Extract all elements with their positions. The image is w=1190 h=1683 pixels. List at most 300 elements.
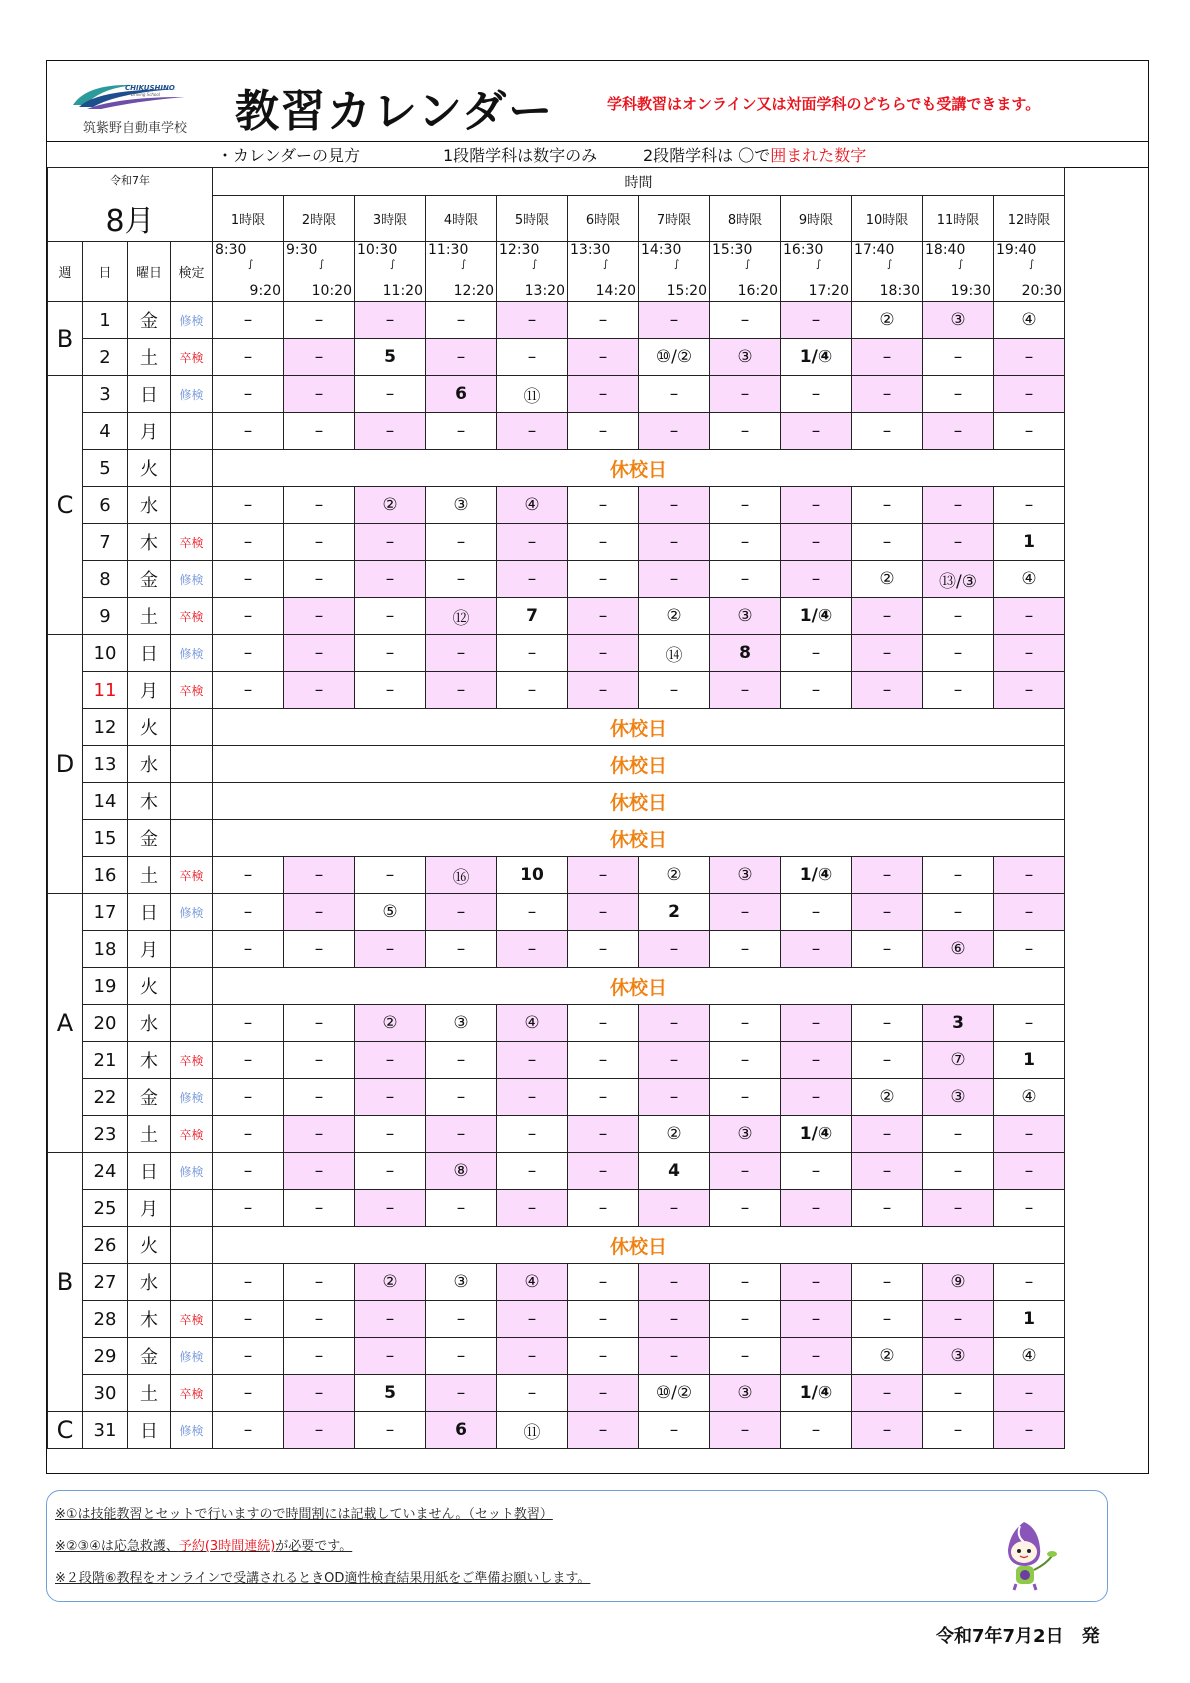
lesson-cell: – xyxy=(426,524,497,561)
lesson-cell: – xyxy=(923,413,994,450)
lesson-cell: – xyxy=(710,376,781,413)
day-row xyxy=(48,561,1065,598)
lesson-cell: ③ xyxy=(426,1005,497,1042)
legend-stage1: 1段階学科は数字のみ xyxy=(443,146,598,165)
note-first-aid xyxy=(55,1535,352,1554)
lesson-cell: – xyxy=(497,931,568,968)
lesson-cell: ⑪ xyxy=(497,376,568,413)
day-row xyxy=(48,1079,1065,1116)
exam-type: 修検 xyxy=(171,1338,213,1375)
day-row xyxy=(48,450,1065,487)
lesson-cell: – xyxy=(710,1412,781,1449)
logo-text: CHIKUSHINO xyxy=(125,84,175,92)
lesson-cell: – xyxy=(497,1153,568,1190)
day-of-week: 金 xyxy=(128,302,171,339)
day-row xyxy=(48,413,1065,450)
lesson-cell: – xyxy=(781,1005,852,1042)
exam-type: 修検 xyxy=(171,376,213,413)
lesson-cell: – xyxy=(213,376,284,413)
lesson-cell: – xyxy=(568,857,639,894)
lesson-cell: – xyxy=(639,1079,710,1116)
lesson-cell: – xyxy=(639,302,710,339)
lesson-cell: – xyxy=(568,931,639,968)
time-end: 9:20 xyxy=(249,283,281,299)
lesson-cell: – xyxy=(568,1264,639,1301)
lesson-cell: – xyxy=(497,302,568,339)
lesson-cell: – xyxy=(284,1338,355,1375)
lesson-cell: – xyxy=(284,524,355,561)
lesson-cell: 2 xyxy=(639,894,710,931)
lesson-cell: – xyxy=(568,487,639,524)
lesson-cell: ④ xyxy=(497,1264,568,1301)
day-number: 31 xyxy=(83,1412,128,1449)
day-of-week: 日 xyxy=(128,376,171,413)
time-range xyxy=(213,242,284,302)
lesson-cell: – xyxy=(497,413,568,450)
day-of-week: 金 xyxy=(128,561,171,598)
lesson-cell: – xyxy=(213,672,284,709)
lesson-cell: – xyxy=(284,598,355,635)
exam-type xyxy=(171,413,213,450)
day-number: 23 xyxy=(83,1116,128,1153)
lesson-cell: 7 xyxy=(497,598,568,635)
lesson-cell: ② xyxy=(355,1005,426,1042)
lesson-cell: 10 xyxy=(497,857,568,894)
lesson-cell: – xyxy=(639,1412,710,1449)
day-of-week: 月 xyxy=(128,1190,171,1227)
lesson-cell: ⑩/② xyxy=(639,339,710,376)
day-row xyxy=(48,1153,1065,1190)
lesson-cell: – xyxy=(639,1301,710,1338)
week-label: B xyxy=(48,1153,83,1412)
day-of-week: 日 xyxy=(128,1153,171,1190)
lesson-cell: – xyxy=(852,524,923,561)
lesson-cell: – xyxy=(852,894,923,931)
lesson-cell: ③ xyxy=(710,857,781,894)
exam-type: 修検 xyxy=(171,302,213,339)
lesson-cell: ④ xyxy=(994,302,1065,339)
lesson-cell: – xyxy=(355,931,426,968)
lesson-cell: – xyxy=(284,1005,355,1042)
lesson-cell: ③ xyxy=(710,1116,781,1153)
lesson-cell: ④ xyxy=(994,1079,1065,1116)
lesson-cell: – xyxy=(213,413,284,450)
lesson-cell: – xyxy=(213,1264,284,1301)
day-of-week: 火 xyxy=(128,709,171,746)
lesson-cell: – xyxy=(213,487,284,524)
lesson-cell: – xyxy=(355,561,426,598)
day-of-week: 木 xyxy=(128,1301,171,1338)
lesson-cell: – xyxy=(994,487,1065,524)
lesson-cell: – xyxy=(923,1190,994,1227)
time-range xyxy=(923,242,994,302)
closed-day: 休校日 xyxy=(213,783,1065,820)
lesson-cell: – xyxy=(923,1301,994,1338)
lesson-cell: – xyxy=(497,1338,568,1375)
day-number: 16 xyxy=(83,857,128,894)
day-row xyxy=(48,857,1065,894)
lesson-cell: – xyxy=(639,413,710,450)
day-number: 24 xyxy=(83,1153,128,1190)
lesson-cell: – xyxy=(284,1042,355,1079)
day-of-week: 金 xyxy=(128,1079,171,1116)
day-of-week: 火 xyxy=(128,1227,171,1264)
month-cell xyxy=(48,168,213,242)
lesson-cell: ③ xyxy=(710,598,781,635)
closed-day: 休校日 xyxy=(213,1227,1065,1264)
lesson-cell: – xyxy=(994,931,1065,968)
lesson-cell: – xyxy=(355,1042,426,1079)
lesson-cell: ② xyxy=(852,561,923,598)
time-range xyxy=(994,242,1065,302)
lesson-cell: ③ xyxy=(923,1079,994,1116)
lesson-cell: – xyxy=(710,931,781,968)
lesson-cell: – xyxy=(213,635,284,672)
lesson-cell: – xyxy=(426,1338,497,1375)
day-of-week: 火 xyxy=(128,968,171,1005)
lesson-cell: – xyxy=(852,931,923,968)
calendar-frame xyxy=(46,60,1149,1474)
lesson-cell: – xyxy=(426,1116,497,1153)
lesson-cell: – xyxy=(639,561,710,598)
lesson-cell: – xyxy=(355,1116,426,1153)
lesson-cell: 6 xyxy=(426,376,497,413)
lesson-cell: – xyxy=(710,561,781,598)
lesson-cell: – xyxy=(426,339,497,376)
lesson-cell: – xyxy=(426,931,497,968)
lesson-cell: – xyxy=(355,1190,426,1227)
school-name: 筑紫野自動車学校 xyxy=(83,121,188,136)
lesson-cell: – xyxy=(568,1190,639,1227)
lesson-cell: – xyxy=(923,1153,994,1190)
lesson-cell: – xyxy=(355,1412,426,1449)
closed-day: 休校日 xyxy=(213,968,1065,1005)
time-start: 9:30 xyxy=(286,242,318,258)
online-notice: 学科教習はオンライン又は対面学科のどちらでも受講できます。 xyxy=(607,95,1041,113)
exam-type xyxy=(171,746,213,783)
lesson-cell: 1 xyxy=(994,1042,1065,1079)
day-of-week: 土 xyxy=(128,339,171,376)
lesson-cell: – xyxy=(568,339,639,376)
lesson-cell: – xyxy=(355,1153,426,1190)
lesson-cell: – xyxy=(781,1301,852,1338)
lesson-cell: ② xyxy=(639,598,710,635)
legend-label: ・カレンダーの見方 xyxy=(217,146,360,165)
closed-day: 休校日 xyxy=(213,450,1065,487)
day-of-week: 木 xyxy=(128,1042,171,1079)
lesson-cell: – xyxy=(213,1153,284,1190)
lesson-cell: – xyxy=(639,487,710,524)
logo-sub: Driving School xyxy=(131,92,160,97)
lesson-cell: – xyxy=(497,1375,568,1412)
lesson-cell: – xyxy=(355,598,426,635)
lesson-cell: – xyxy=(497,524,568,561)
lesson-cell: – xyxy=(568,598,639,635)
lesson-cell: – xyxy=(213,857,284,894)
day-of-week: 水 xyxy=(128,1264,171,1301)
lesson-cell: ⑫ xyxy=(426,598,497,635)
period-header: 5時限 xyxy=(497,196,568,242)
period-header: 6時限 xyxy=(568,196,639,242)
lesson-cell: – xyxy=(852,1116,923,1153)
lesson-cell: – xyxy=(568,672,639,709)
lesson-cell: – xyxy=(284,1264,355,1301)
lesson-cell: – xyxy=(426,1375,497,1412)
day-number: 14 xyxy=(83,783,128,820)
lesson-cell: – xyxy=(355,302,426,339)
day-row xyxy=(48,1042,1065,1079)
lesson-cell: – xyxy=(497,561,568,598)
note-set-lesson: ※①は技能教習とセットで行いますので時間割には記載していません。（セット教習） xyxy=(55,1507,553,1522)
lesson-cell: – xyxy=(639,672,710,709)
lesson-cell: – xyxy=(213,339,284,376)
lesson-cell: – xyxy=(213,1190,284,1227)
day-number: 19 xyxy=(83,968,128,1005)
day-row xyxy=(48,709,1065,746)
lesson-cell: 1 xyxy=(994,524,1065,561)
time-sep: ∫ xyxy=(674,259,680,270)
lesson-cell: ② xyxy=(639,1116,710,1153)
lesson-cell: ② xyxy=(355,1264,426,1301)
lesson-cell: – xyxy=(710,1153,781,1190)
lesson-cell: – xyxy=(213,894,284,931)
lesson-cell: – xyxy=(568,376,639,413)
lesson-cell: – xyxy=(426,894,497,931)
time-sep: ∫ xyxy=(603,259,609,270)
day-of-week: 水 xyxy=(128,1005,171,1042)
exam-type: 卒検 xyxy=(171,339,213,376)
time-range xyxy=(284,242,355,302)
day-number: 3 xyxy=(83,376,128,413)
lesson-cell: – xyxy=(852,413,923,450)
lesson-cell: – xyxy=(497,1042,568,1079)
exam-type xyxy=(171,1005,213,1042)
week-label: C xyxy=(48,376,83,635)
lesson-cell: – xyxy=(852,1042,923,1079)
lesson-cell: – xyxy=(497,894,568,931)
lesson-cell: – xyxy=(355,413,426,450)
time-start: 10:30 xyxy=(357,242,398,258)
lesson-cell: – xyxy=(781,376,852,413)
lesson-cell: – xyxy=(923,376,994,413)
time-end: 18:30 xyxy=(879,283,920,299)
lesson-cell: – xyxy=(497,1301,568,1338)
lesson-cell: – xyxy=(355,857,426,894)
lesson-cell: – xyxy=(710,1042,781,1079)
exam-type: 修検 xyxy=(171,635,213,672)
day-number: 11 xyxy=(83,672,128,709)
note-first-aid-reservation: 予約(3時間連続) xyxy=(178,1539,276,1554)
day-number: 13 xyxy=(83,746,128,783)
lesson-cell: – xyxy=(852,1375,923,1412)
day-of-week: 木 xyxy=(128,524,171,561)
exam-type xyxy=(171,968,213,1005)
time-sep: ∫ xyxy=(319,259,325,270)
lesson-cell: – xyxy=(426,1190,497,1227)
lesson-cell: – xyxy=(852,635,923,672)
time-start: 13:30 xyxy=(570,242,611,258)
lesson-cell: – xyxy=(994,1412,1065,1449)
lesson-cell: – xyxy=(852,1301,923,1338)
lesson-cell: – xyxy=(781,1264,852,1301)
lesson-cell: – xyxy=(497,1190,568,1227)
time-header: 時間 xyxy=(213,168,1065,196)
era-label: 令和7年 xyxy=(110,174,150,187)
day-number: 10 xyxy=(83,635,128,672)
day-number: 2 xyxy=(83,339,128,376)
time-start: 8:30 xyxy=(215,242,247,258)
period-header: 7時限 xyxy=(639,196,710,242)
lesson-cell: ③ xyxy=(923,1338,994,1375)
time-end: 17:20 xyxy=(808,283,849,299)
time-range xyxy=(710,242,781,302)
day-of-week: 火 xyxy=(128,450,171,487)
lesson-cell: ④ xyxy=(497,487,568,524)
lesson-cell: – xyxy=(781,561,852,598)
day-number: 5 xyxy=(83,450,128,487)
lesson-cell: ③ xyxy=(426,1264,497,1301)
lesson-cell: – xyxy=(284,561,355,598)
lesson-cell: – xyxy=(284,1116,355,1153)
lesson-cell: – xyxy=(639,1005,710,1042)
lesson-cell: ⑩/② xyxy=(639,1375,710,1412)
lesson-cell: – xyxy=(497,672,568,709)
kentei-col-header: 検定 xyxy=(171,242,213,302)
lesson-cell: – xyxy=(213,524,284,561)
lesson-cell: – xyxy=(852,487,923,524)
lesson-cell: – xyxy=(994,376,1065,413)
lesson-cell: – xyxy=(852,672,923,709)
lesson-cell: – xyxy=(852,1005,923,1042)
lesson-cell: – xyxy=(781,635,852,672)
exam-type: 卒検 xyxy=(171,598,213,635)
lesson-cell: – xyxy=(852,598,923,635)
day-row xyxy=(48,931,1065,968)
lesson-cell: – xyxy=(355,635,426,672)
lesson-cell: – xyxy=(710,1190,781,1227)
time-range xyxy=(426,242,497,302)
time-range xyxy=(497,242,568,302)
lesson-cell: – xyxy=(923,672,994,709)
lesson-cell: ④ xyxy=(994,561,1065,598)
day-row xyxy=(48,487,1065,524)
day-row xyxy=(48,1227,1065,1264)
column-header-row xyxy=(48,242,1065,302)
day-row xyxy=(48,1190,1065,1227)
lesson-cell: – xyxy=(213,598,284,635)
lesson-cell: ③ xyxy=(426,487,497,524)
lesson-cell: – xyxy=(781,302,852,339)
day-number: 21 xyxy=(83,1042,128,1079)
exam-type: 修検 xyxy=(171,1079,213,1116)
day-of-week: 土 xyxy=(128,857,171,894)
lesson-cell: – xyxy=(213,1301,284,1338)
time-end: 20:30 xyxy=(1021,283,1062,299)
lesson-cell: – xyxy=(355,1079,426,1116)
time-start: 11:30 xyxy=(428,242,469,258)
legend-stage2-circled: 囲まれた数字 xyxy=(770,146,867,165)
lesson-cell: – xyxy=(284,487,355,524)
lesson-cell: – xyxy=(426,561,497,598)
day-row xyxy=(48,524,1065,561)
day-number: 1 xyxy=(83,302,128,339)
lesson-cell: – xyxy=(426,635,497,672)
lesson-cell: – xyxy=(284,931,355,968)
lesson-cell: – xyxy=(568,1338,639,1375)
lesson-cell: ⑬/③ xyxy=(923,561,994,598)
exam-type xyxy=(171,487,213,524)
period-header: 1時限 xyxy=(213,196,284,242)
lesson-cell: – xyxy=(568,1412,639,1449)
exam-type: 卒検 xyxy=(171,1375,213,1412)
lesson-cell: – xyxy=(994,1005,1065,1042)
lesson-cell: ⑤ xyxy=(355,894,426,931)
lesson-cell: – xyxy=(710,1264,781,1301)
lesson-cell: – xyxy=(710,1301,781,1338)
day-of-week: 月 xyxy=(128,413,171,450)
closed-day: 休校日 xyxy=(213,746,1065,783)
lesson-cell: – xyxy=(923,1412,994,1449)
lesson-cell: – xyxy=(497,339,568,376)
day-number: 26 xyxy=(83,1227,128,1264)
lesson-cell: – xyxy=(639,376,710,413)
lesson-cell: – xyxy=(284,1412,355,1449)
day-number: 8 xyxy=(83,561,128,598)
lesson-cell: – xyxy=(994,894,1065,931)
legend-stage2-prefix: 2段階学科は 〇で xyxy=(643,146,771,165)
day-of-week: 木 xyxy=(128,783,171,820)
day-number: 9 xyxy=(83,598,128,635)
lesson-cell: – xyxy=(710,524,781,561)
lesson-cell: – xyxy=(284,894,355,931)
day-row xyxy=(48,783,1065,820)
lesson-cell: – xyxy=(781,1412,852,1449)
time-start: 19:40 xyxy=(996,242,1037,258)
time-sep: ∫ xyxy=(248,259,254,270)
time-end: 16:20 xyxy=(737,283,778,299)
day-col-header: 日 xyxy=(83,242,128,302)
lesson-cell: – xyxy=(710,1338,781,1375)
day-number: 7 xyxy=(83,524,128,561)
time-start: 15:30 xyxy=(712,242,753,258)
lesson-cell: – xyxy=(639,1042,710,1079)
lesson-cell: ③ xyxy=(923,302,994,339)
day-row xyxy=(48,820,1065,857)
day-number: 25 xyxy=(83,1190,128,1227)
lesson-cell: – xyxy=(426,1079,497,1116)
lesson-cell: – xyxy=(781,672,852,709)
lesson-cell: – xyxy=(355,1338,426,1375)
lesson-cell: – xyxy=(994,413,1065,450)
lesson-cell: – xyxy=(213,1079,284,1116)
lesson-cell: ⑪ xyxy=(497,1412,568,1449)
period-header: 10時限 xyxy=(852,196,923,242)
day-row xyxy=(48,1412,1065,1449)
lesson-cell: – xyxy=(639,931,710,968)
lesson-cell: – xyxy=(781,1153,852,1190)
lesson-cell: – xyxy=(355,524,426,561)
schedule-table xyxy=(47,167,1065,1449)
lesson-cell: – xyxy=(923,1375,994,1412)
time-sep: ∫ xyxy=(532,259,538,270)
notes-box xyxy=(46,1490,1108,1602)
lesson-cell: – xyxy=(710,302,781,339)
closed-day: 休校日 xyxy=(213,820,1065,857)
lesson-cell: 4 xyxy=(639,1153,710,1190)
lesson-cell: – xyxy=(994,1153,1065,1190)
day-row xyxy=(48,672,1065,709)
lesson-cell: – xyxy=(852,1264,923,1301)
